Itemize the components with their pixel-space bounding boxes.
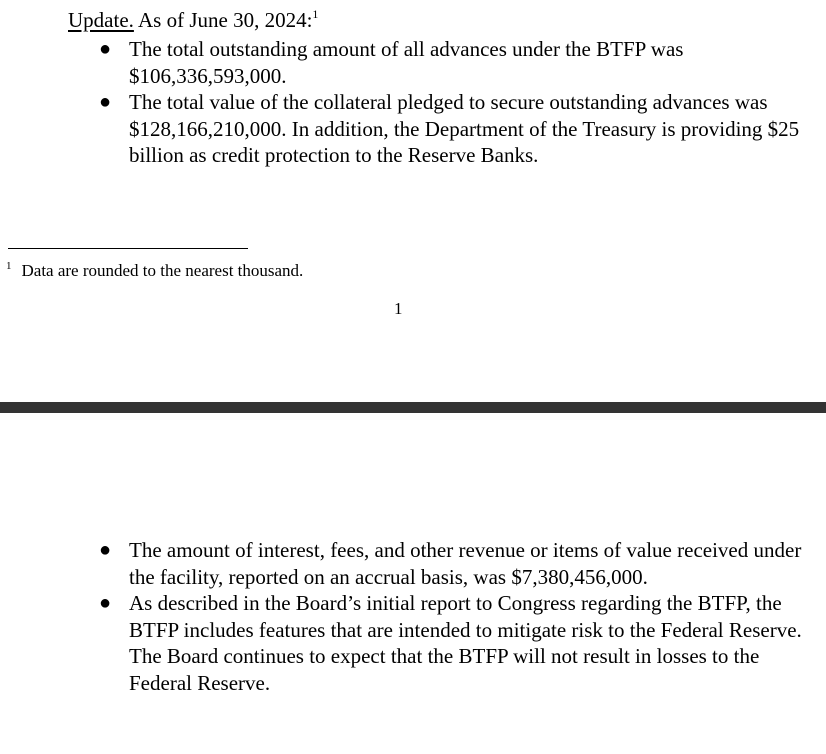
bullet-text: The total outstanding amount of all advances under the BTFP was $106,336,593,000. (129, 37, 684, 88)
page-number: 1 (394, 299, 403, 318)
footnote-reference: 1 (312, 7, 319, 21)
update-label: Update. (68, 8, 134, 32)
footnote-mark: 1 (6, 260, 12, 272)
bullet-text: The total value of the collateral pledged to secure outstanding advances was $128,166,210,000. In addition, the Department of the Treasury is providing $25 billion as credit protection to the Reserve Banks. (129, 90, 800, 168)
page-divider (0, 402, 826, 413)
bullet-icon: ● (99, 539, 112, 561)
update-bullet-list (68, 36, 808, 169)
list-item (68, 36, 808, 89)
update-heading (68, 7, 318, 36)
footnote-text: Data are rounded to the nearest thousand. (21, 261, 304, 280)
continued-bullet-list (68, 537, 808, 697)
footnote-divider (8, 248, 248, 249)
bullet-icon: ● (99, 91, 112, 114)
update-text: As of June 30, 2024: (138, 8, 313, 32)
bullet-text: As described in the Board’s initial report to Congress regarding the BTFP, the BTFP includes features that are intended to mitigate risk to the Federal Reserve. The Board continues to expect that the BTFP will not result in losses to the Federal Reserve. (129, 591, 802, 695)
footnote (6, 261, 303, 283)
bullet-text: The amount of interest, fees, and other revenue or items of value received under the facility, reported on an accrual basis, was $7,380,456,000. (129, 538, 802, 589)
bullet-icon: ● (99, 38, 112, 60)
bullet-icon: ● (99, 592, 112, 615)
list-item (68, 590, 808, 696)
list-item (68, 89, 808, 169)
list-item (68, 537, 808, 590)
